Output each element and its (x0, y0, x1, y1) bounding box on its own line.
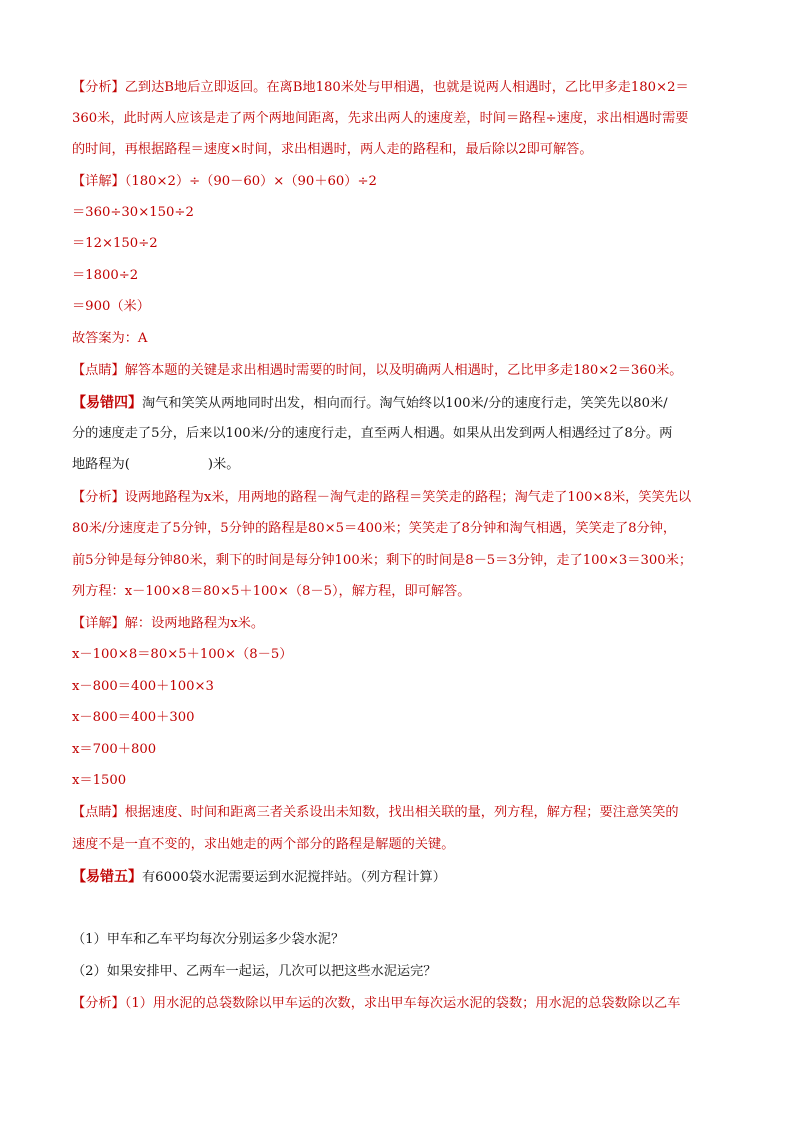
question-text: )米。 (207, 457, 240, 472)
question-4 (72, 393, 732, 414)
detail-text: 解：设两地路程为x米。 (124, 616, 265, 631)
question-line (72, 455, 732, 475)
analysis-tag: 【分析】 (72, 80, 125, 95)
detail-paragraph-1 (72, 172, 732, 192)
analysis-text: 乙到达B地后立即返回。在离B地180米处与甲相遇，也就是说两人相遇时，乙比甲多走180×2＝ (124, 80, 689, 95)
equation-line: ＝900（米） (72, 299, 150, 314)
question-line: 分的速度走了5分，后来以100米/分的速度行走，直至两人相遇。如果从出发到两人相遇经过了8分。两 (72, 426, 673, 441)
sub-question-2: （2）如果安排甲、乙两车一起运，几次可以把这些水泥运完？ (72, 964, 437, 979)
analysis-tag: 【分析】 (72, 996, 125, 1011)
remark-tag: 【点睛】 (72, 363, 125, 378)
analysis-line: 的时间，再根据路程＝速度×时间，求出相遇时，两人走的路程和，最后除以2即可解答。 (72, 142, 593, 157)
analysis-paragraph-3 (72, 994, 732, 1014)
detail-tag: 【详解】 (72, 174, 125, 189)
remark-text: 解答本题的关键是求出相遇时需要的时间，以及明确两人相遇时，乙比甲多走180×2＝360米。 (124, 363, 683, 378)
equation-line: ＝360÷30×150÷2 (72, 205, 194, 220)
analysis-line: 前5分钟是每分钟80米，剩下的时间是每分钟100米；剩下的时间是8－5＝3分钟，走了100×3＝300米； (72, 553, 693, 568)
question-5 (72, 867, 732, 888)
question-text: 地路程为( (72, 457, 130, 472)
equation-line: x－800＝400＋100×3 (72, 679, 214, 694)
sub-question-1: （1）甲车和乙车平均每次分别运多少袋水泥？ (72, 932, 345, 947)
analysis-text: 设两地路程为x米，用两地的路程－淘气走的路程＝笑笑走的路程；淘气走了100×8米，笑笑先以 (124, 490, 692, 505)
detail-text: （180×2）÷（90－60）×（90＋60）÷2 (124, 174, 377, 189)
analysis-paragraph-2 (72, 488, 732, 508)
remark-line: 速度不是一直不变的，求出她走的两个部分的路程是解题的关键。 (72, 837, 455, 852)
question-tag: 【易错五】 (72, 869, 142, 885)
remark-tag: 【点睛】 (72, 805, 125, 820)
answer-line: 故答案为：A (72, 331, 148, 346)
question-tag: 【易错四】 (72, 395, 142, 411)
analysis-line: 80米/分速度走了5分钟，5分钟的路程是80×5＝400米；笑笑走了8分钟和淘气相遇，笑笑走了8分钟， (72, 521, 677, 536)
analysis-text: （1）用水泥的总袋数除以甲车运的次数，求出甲车每次运水泥的袋数；用水泥的总袋数除以乙车 (124, 996, 681, 1011)
question-text: 淘气和笑笑从两地同时出发，相向而行。淘气始终以100米/分的速度行走，笑笑先以80米/ (142, 396, 668, 411)
analysis-line: 列方程：x－100×8＝80×5＋100×（8－5），解方程，即可解答。 (72, 584, 471, 599)
equation-line: ＝12×150÷2 (72, 236, 158, 251)
detail-paragraph-2 (72, 614, 732, 634)
remark-paragraph-1 (72, 361, 732, 381)
equation-line: x＝1500 (72, 773, 127, 788)
question-text: 有6000袋水泥需要运到水泥搅拌站。（列方程计算） (142, 870, 446, 885)
remark-text: 根据速度、时间和距离三者关系设出未知数，找出相关联的量，列方程，解方程；要注意笑笑的 (124, 805, 679, 820)
analysis-tag: 【分析】 (72, 490, 125, 505)
equation-line: x＝700＋800 (72, 742, 157, 757)
equation-line: x－800＝400＋300 (72, 710, 195, 725)
equation-line: x－100×8＝80×5＋100×（8－5） (72, 647, 293, 662)
equation-line: ＝1800÷2 (72, 268, 139, 283)
analysis-line: 360米，此时两人应该是走了两个两地间距离，先求出两人的速度差，时间＝路程÷速度，求出相遇时需要 (72, 111, 689, 126)
analysis-paragraph-1 (72, 78, 732, 98)
detail-tag: 【详解】 (72, 616, 125, 631)
remark-paragraph-2 (72, 803, 732, 823)
